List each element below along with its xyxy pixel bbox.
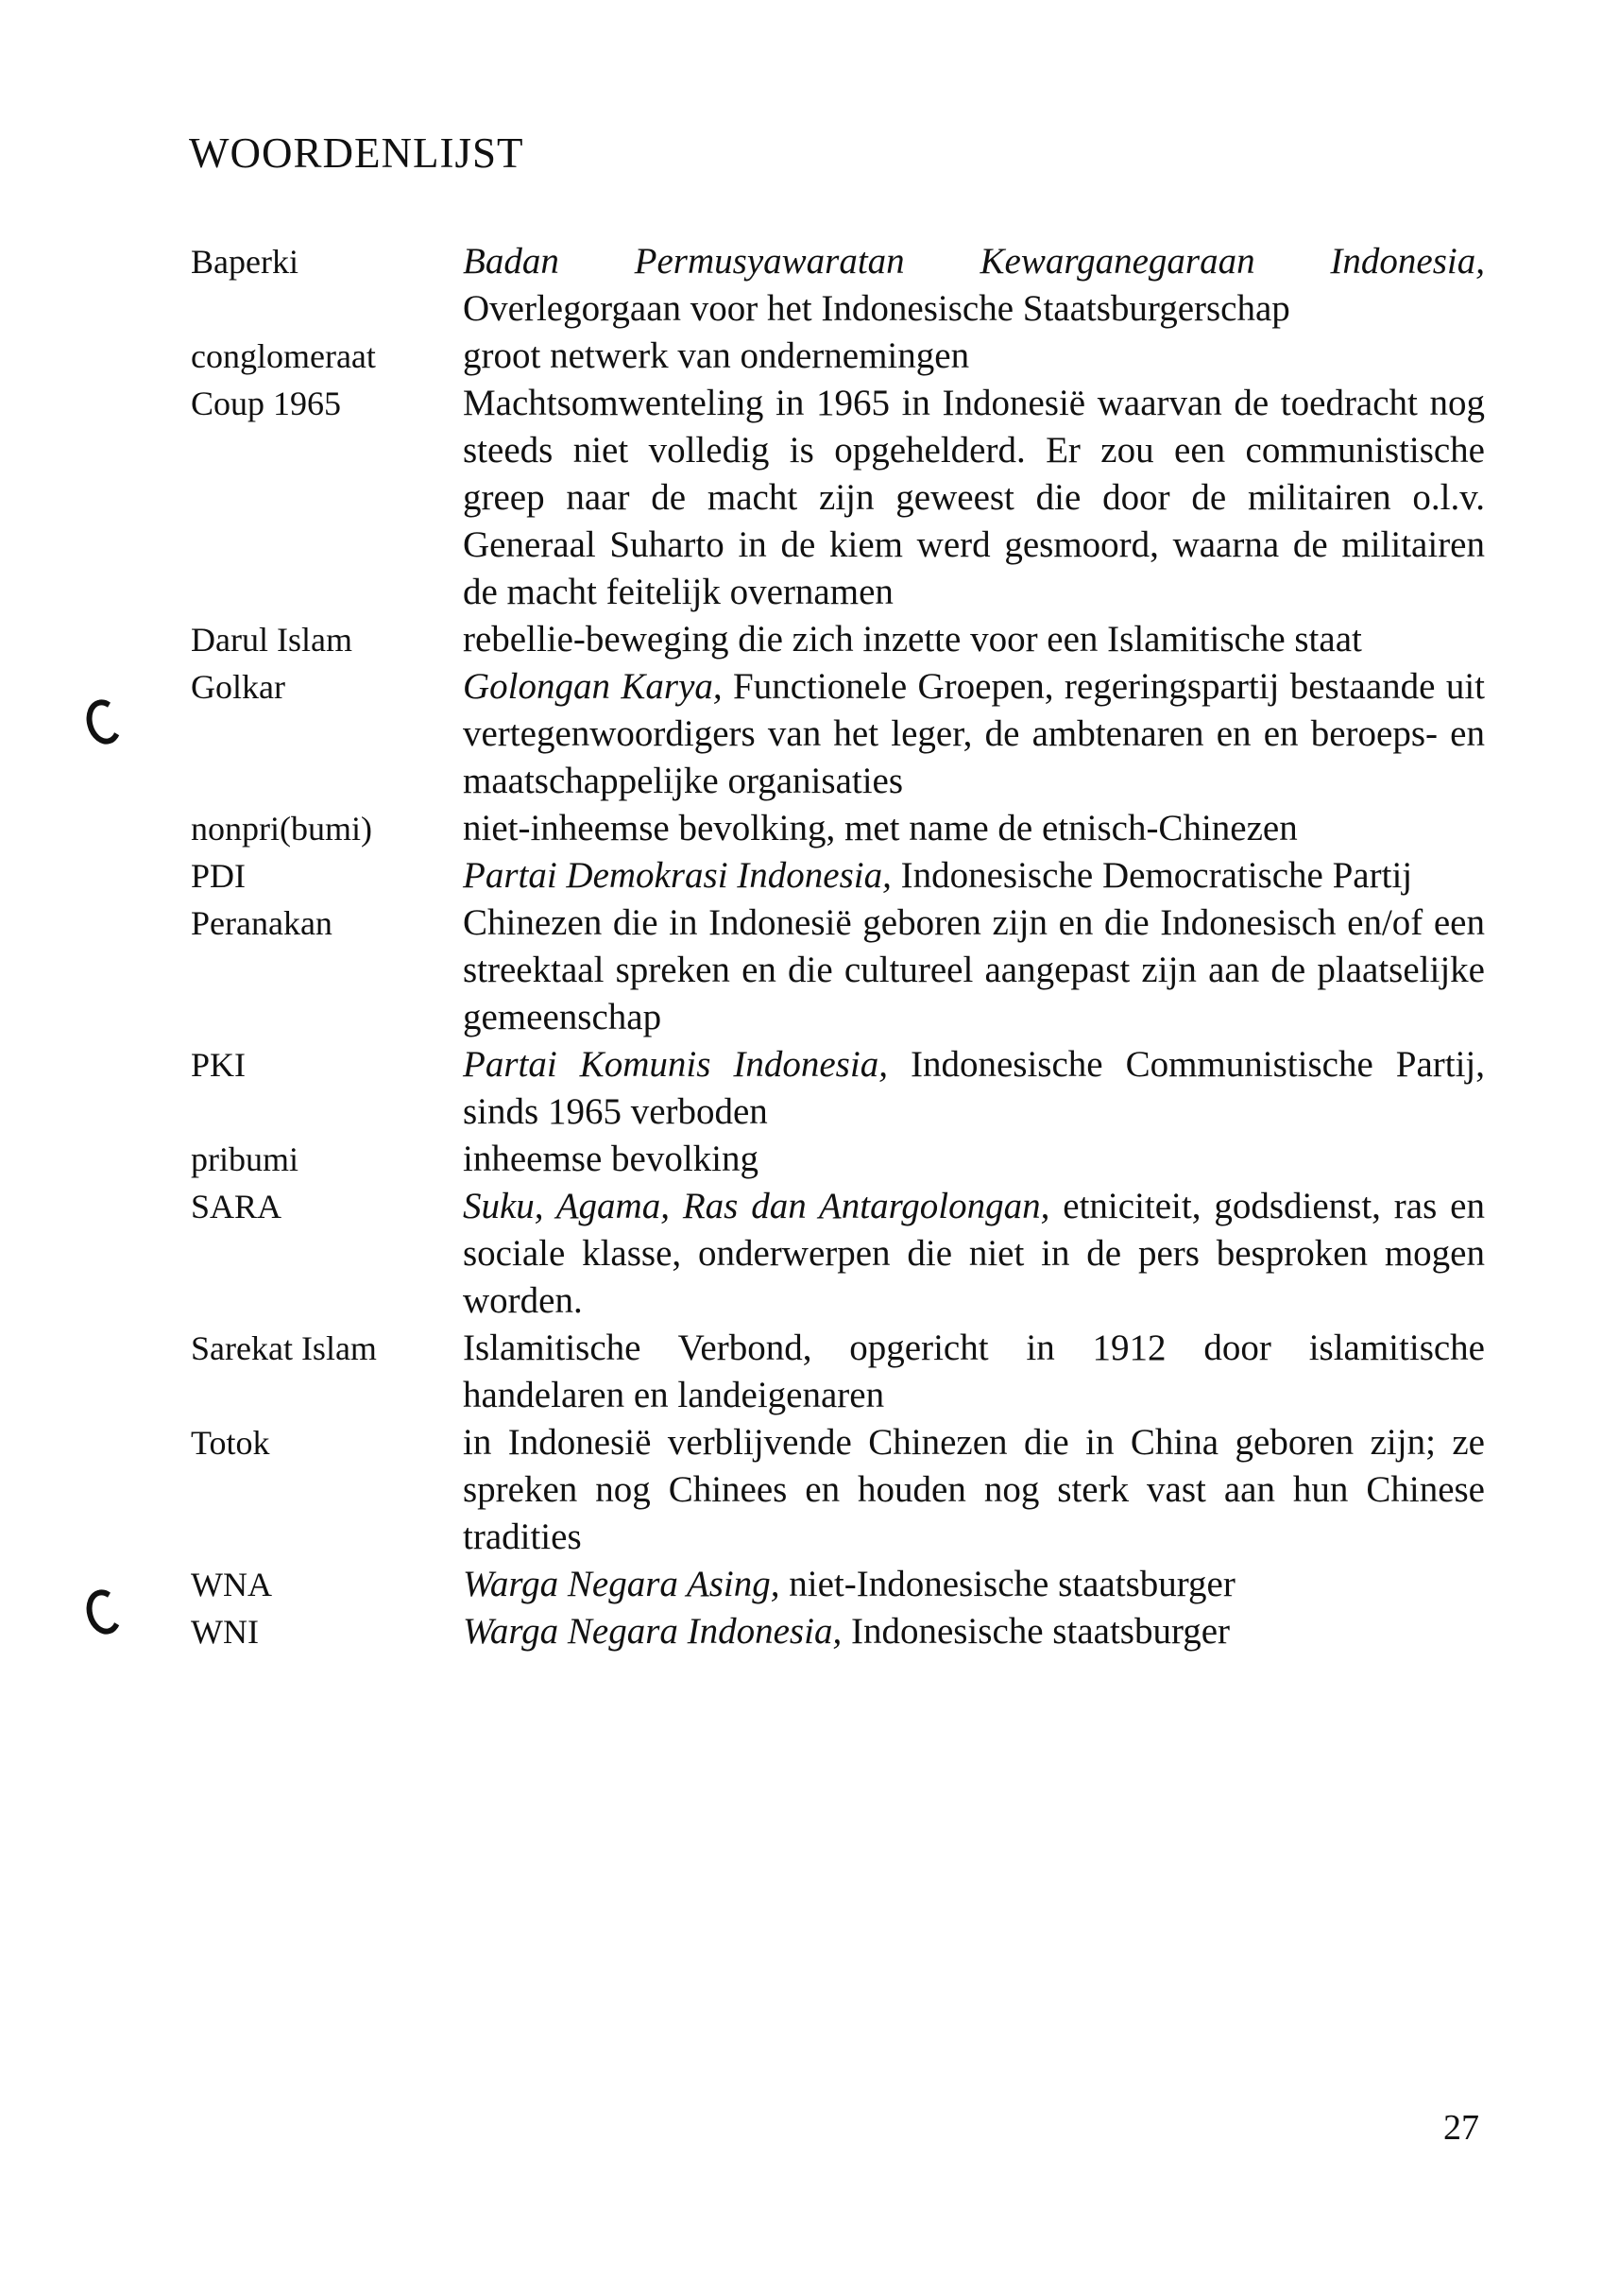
glossary-list [179, 238, 1502, 1655]
glossary-entry [179, 1136, 1502, 1183]
glossary-entry [179, 616, 1502, 663]
glossary-term: WNI [191, 1613, 259, 1651]
glossary-term: PKI [191, 1046, 247, 1084]
glossary-entry [179, 1419, 1502, 1561]
glossary-definition: Partai Komunis Indonesia, Indonesische Communistische Partij, sinds 1965 verboden [463, 1044, 1486, 1132]
glossary-definition: groot netwerk van ondernemingen [463, 335, 970, 376]
glossary-definition: rebellie-beweging die zich inzette voor een Islamitische staat [463, 619, 1362, 660]
glossary-entry [179, 1325, 1502, 1419]
glossary-entry [179, 1608, 1502, 1655]
glossary-definition: Golongan Karya, Functionele Groepen, regeringspartij bestaande uit vertegenwoordigers van het leger, de ambtenaren en en beroeps- en maatschappelijke organisaties [463, 666, 1486, 801]
glossary-entry [179, 1183, 1502, 1325]
glossary-definition: Partai Demokrasi Indonesia, Indonesische Democratische Partij [463, 855, 1413, 896]
glossary-entry [179, 238, 1502, 333]
glossary-term: SARA [191, 1188, 282, 1225]
glossary-definition: Machtsomwenteling in 1965 in Indonesië waarvan de toedracht nog steeds niet volledig is opgehelderd. Er zou een communistische greep naar de macht zijn geweest die door de militairen o.l.v. Generaal Suharto in de kiem werd gesmoord, waarna de militairen de macht feitelijk overnamen [463, 383, 1485, 612]
glossary-definition: Chinezen die in Indonesië geboren zijn en die Indonesisch en/of een streektaal spreken en die cultureel aangepast zijn aan de plaatselijke gemeenschap [463, 902, 1485, 1037]
glossary-definition: Suku, Agama, Ras dan Antargolongan, etniciteit, godsdienst, ras en sociale klasse, onderwerpen die niet in de pers besproken mogen worden. [463, 1186, 1485, 1321]
glossary-entry [179, 380, 1502, 616]
page-title: WOORDENLIJST [189, 129, 524, 177]
glossary-definition: Badan Permusyawaratan Kewarganegaraan Indonesia, Overlegorgaan voor het Indonesische Staatsburgerschap [463, 241, 1485, 329]
glossary-term: pribumi [191, 1140, 298, 1178]
glossary-entry [179, 1041, 1502, 1136]
glossary-term: PDI [191, 857, 247, 895]
glossary-term: WNA [191, 1566, 272, 1603]
page-number: 27 [1443, 2108, 1479, 2148]
glossary-term: Totok [191, 1424, 270, 1462]
glossary-definition: inheemse bevolking [463, 1139, 759, 1179]
glossary-term: Baperki [191, 243, 298, 281]
glossary-term: conglomeraat [191, 337, 376, 375]
glossary-term: Coup 1965 [191, 385, 342, 422]
glossary-entry [179, 852, 1502, 900]
glossary-term: Darul Islam [191, 621, 352, 659]
glossary-entry [179, 663, 1502, 805]
glossary-entry [179, 1561, 1502, 1608]
glossary-entry [179, 805, 1502, 852]
punch-hole-mark-upper [81, 695, 126, 748]
glossary-definition: Islamitische Verbond, opgericht in 1912 door islamitische handelaren en landeigenaren [463, 1328, 1485, 1415]
glossary-term: Peranakan [191, 904, 332, 942]
glossary-entry [179, 333, 1502, 380]
glossary-term: Sarekat Islam [191, 1329, 377, 1367]
glossary-definition: Warga Negara Asing, niet-Indonesische staatsburger [463, 1564, 1236, 1604]
glossary-entry [179, 900, 1502, 1041]
glossary-term: nonpri(bumi) [191, 810, 372, 848]
punch-hole-mark-lower [81, 1585, 126, 1638]
glossary-definition: Warga Negara Indonesia, Indonesische staatsburger [463, 1611, 1231, 1652]
glossary-definition: niet-inheemse bevolking, met name de etnisch-Chinezen [463, 808, 1298, 848]
glossary-definition: in Indonesië verblijvende Chinezen die in China geboren zijn; ze spreken nog Chinees en houden nog sterk vast aan hun Chinese tradities [463, 1422, 1485, 1557]
glossary-term: Golkar [191, 668, 285, 706]
